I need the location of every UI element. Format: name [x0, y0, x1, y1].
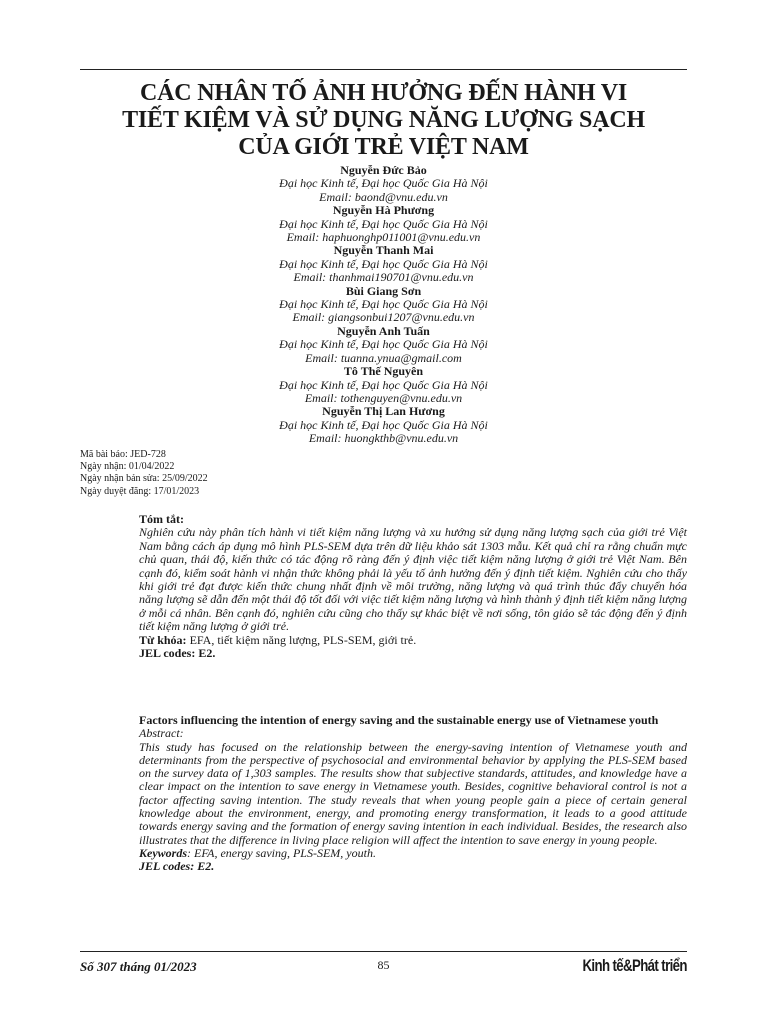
keywords-vn	[139, 634, 687, 647]
author-email: Email: tuanna.ynua@gmail.com	[305, 350, 462, 365]
author-affiliation: Đại học Kinh tế, Đại học Quốc Gia Hà Nội	[279, 256, 488, 271]
author-affiliation: Đại học Kinh tế, Đại học Quốc Gia Hà Nội	[279, 377, 488, 392]
author-email: Email: tothenguyen@vnu.edu.vn	[304, 390, 463, 405]
accepted-date: Ngày duyệt đăng: 17/01/2023	[80, 485, 200, 497]
page-footer	[80, 956, 687, 980]
author-name: Nguyễn Anh Tuấn	[337, 323, 430, 338]
author-name: Nguyễn Hà Phương	[332, 203, 435, 218]
author-name: Nguyễn Đức Bảo	[340, 163, 427, 177]
abstract-vn-heading: Tóm tắt:	[139, 512, 184, 526]
author-block	[80, 244, 687, 284]
author-block	[80, 405, 687, 445]
author-affiliation: Đại học Kinh tế, Đại học Quốc Gia Hà Nội	[279, 176, 488, 191]
revised-date: Ngày nhận bản sửa: 25/09/2022	[80, 473, 208, 485]
abstract-en-label: Abstract:	[139, 726, 184, 741]
jel-codes-en: JEL codes: E2.	[139, 859, 215, 874]
author-email: Email: thanhmai190701@vnu.edu.vn	[293, 270, 474, 285]
author-affiliation: Đại học Kinh tế, Đại học Quốc Gia Hà Nội	[279, 337, 488, 352]
author-affiliation: Đại học Kinh tế, Đại học Quốc Gia Hà Nội	[279, 297, 488, 312]
author-list	[80, 164, 687, 446]
title-line: TIẾT KIỆM VÀ SỬ DỤNG NĂNG LƯỢNG SẠCH	[122, 107, 645, 133]
footer-rule	[80, 951, 687, 952]
received-date: Ngày nhận: 01/04/2022	[80, 461, 175, 473]
top-rule	[80, 69, 687, 70]
abstract-english	[139, 714, 687, 874]
keywords-vn-text: EFA, tiết kiệm năng lượng, PLS-SEM, giới trẻ.	[186, 632, 417, 647]
author-block	[80, 285, 687, 325]
title-line: CÁC NHÂN TỐ ẢNH HƯỞNG ĐẾN HÀNH VI	[140, 80, 627, 106]
article-title	[80, 80, 687, 161]
keywords-en	[139, 847, 687, 860]
title-line: CỦA GIỚI TRẺ VIỆT NAM	[238, 134, 529, 160]
abstract-vn-body: Nghiên cứu này phân tích hành vi tiết kiệm năng lượng và xu hướng sử dụng năng lượng sạch của giới trẻ Việt Nam bằng cách áp dụng mô hình PLS-SEM dựa trên dữ liệu khảo sát 1303 mẫu. Kết quả chỉ ra rằng chuẩn mực chủ quan, thái độ, kiến thức có tác động rõ ràng đến ý định việc tiết kiệm năng lượng ở giới trẻ Việt Nam. Bên cạnh đó, kiểm soát hành vi nhận thức không phải là yếu tố ảnh hưởng đến ý định tiết kiệm. Nghiên cứu cho thấy khi giới trẻ đạt được kiến thức chung nhất định về môi trường, năng lượng và quá trình thúc đẩy chuyển hóa năng lượng sẽ dẫn đến một thái độ tốt đối với việc tiết kiệm năng lượng và hình thành ý định tiết kiệm năng lượng ở mỗi cá nhân. Bên cạnh đó, nghiên cứu cũng cho thấy sự khác biệt về nơi sống, tôn giáo sẽ tác động đến ý định tiết kiệm năng lượng ở giới trẻ.	[139, 525, 687, 634]
keywords-en-label: Keywords	[139, 845, 187, 860]
author-email: Email: haphuonghp011001@vnu.edu.vn	[286, 230, 481, 245]
keywords-vn-label: Từ khóa:	[139, 632, 187, 647]
author-email: Email: huongkthb@vnu.edu.vn	[308, 431, 459, 446]
author-name: Bùi Giang Sơn	[345, 283, 422, 298]
author-affiliation: Đại học Kinh tế, Đại học Quốc Gia Hà Nội	[279, 216, 488, 231]
author-block	[80, 325, 687, 365]
author-name: Nguyễn Thanh Mai	[333, 243, 434, 258]
article-meta	[80, 449, 208, 498]
issue-label: Số 307 tháng 01/2023	[80, 959, 197, 974]
jel-codes-vn: JEL codes: E2.	[139, 646, 216, 661]
english-title: Factors influencing the intention of energy saving and the sustainable energy use of Vietnamese youth	[139, 713, 659, 727]
author-email: Email: baond@vnu.edu.vn	[319, 189, 448, 204]
author-block	[80, 204, 687, 244]
author-affiliation: Đại học Kinh tế, Đại học Quốc Gia Hà Nội	[279, 417, 488, 432]
magazine-logo: Kinh tế&Phát triển	[582, 956, 687, 975]
author-name: Tô Thế Nguyên	[343, 364, 424, 379]
abstract-vietnamese	[139, 513, 687, 660]
author-email: Email: giangsonbui1207@vnu.edu.vn	[292, 310, 475, 325]
author-name: Nguyễn Thị Lan Hương	[322, 404, 445, 419]
author-block	[80, 164, 687, 204]
article-code: Mã bài báo: JED-728	[80, 449, 166, 460]
author-block	[80, 365, 687, 405]
abstract-en-body: This study has focused on the relationship between the energy-saving intention of Vietnamese youth and determinants from the perspective of psychosocial and environmental behavior by applying the PLS-SEM based on the survey data of 1,303 samples. The results show that subjective standards, attitudes, and knowledge have a clear impact on the intention to save energy in Vietnamese youth. Besides, cognitive behavioral control is not a factor affecting saving intention. The study reveals that when young people gain a piece of certain general knowledge about the environment, energy, and promoting energy transformation, it leads to a good attitude towards energy saving and the formation of energy saving intention in each individual. Besides, the research also illustrates that the difference in living place religion will affect the intention to save energy in young people.	[139, 739, 687, 847]
keywords-en-text: : EFA, energy saving, PLS-SEM, youth.	[187, 845, 376, 860]
page-number: 85	[377, 958, 390, 972]
